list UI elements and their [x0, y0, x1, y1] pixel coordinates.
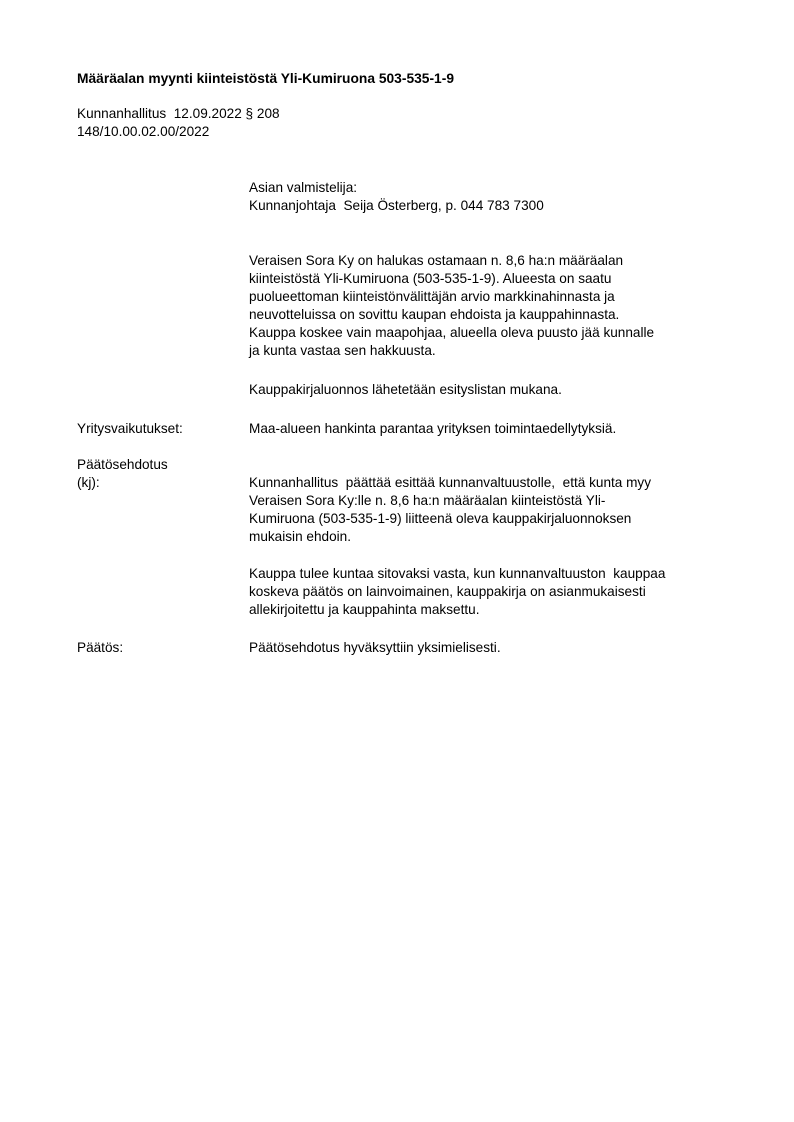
proposal-line: Kunnanhallitus päättää esittää kunnanvaltuustolle, että kunta myy — [249, 475, 652, 490]
document-title: Määräalan myynti kiinteistöstä Yli-Kumiruona 503-535-1-9 — [77, 71, 454, 86]
record-number: 148/10.00.02.00/2022 — [77, 124, 210, 139]
body-line: Veraisen Sora Ky on halukas ostamaan n. 8,6 ha:n määräalan — [249, 253, 624, 268]
proposal-label — [77, 456, 168, 492]
preparer-heading: Asian valmistelija: — [249, 180, 358, 195]
body-line: ja kunta vastaa sen hakkuusta. — [249, 343, 436, 358]
business-impact-line: Maa-alueen hankinta parantaa yrityksen toimintaedellytyksiä. — [249, 421, 617, 436]
body-line: kiinteistöstä Yli-Kumiruona (503-535-1-9). Alueesta on saatu — [249, 271, 612, 286]
body-line: neuvotteluissa on sovittu kaupan ehdoista ja kauppahinnasta. — [249, 307, 620, 322]
decision-label: Päätös: — [77, 640, 124, 655]
decision-text — [249, 639, 749, 657]
proposal-line: Veraisen Sora Ky:lle n. 8,6 ha:n määräalan kiinteistöstä Yli- — [249, 493, 606, 508]
proposal-line: mukaisin ehdoin. — [249, 529, 352, 544]
proposal-text — [249, 474, 749, 546]
body-line: Kauppa koskee vain maapohjaa, alueella oleva puusto jää kunnalle — [249, 325, 655, 340]
business-impact-text — [249, 420, 749, 438]
business-impact-label: Yritysvaikutukset: — [77, 421, 183, 436]
condition-paragraph — [249, 565, 749, 619]
body-paragraph — [249, 252, 749, 360]
condition-line: koskeva päätös on lainvoimainen, kauppakirja on asianmukaisesti — [249, 584, 646, 599]
meeting-reference: Kunnanhallitus 12.09.2022 § 208 — [77, 106, 280, 121]
meeting-meta — [77, 105, 280, 141]
proposal-line: Kumiruona (503-535-1-9) liitteenä oleva kauppakirjaluonnoksen — [249, 511, 632, 526]
decision-line: Päätösehdotus hyväksyttiin yksimielisesti. — [249, 640, 501, 655]
proposal-label-line: (kj): — [77, 475, 100, 490]
preparer-block — [249, 179, 749, 215]
preparer-name: Kunnanjohtaja Seija Österberg, p. 044 783 7300 — [249, 198, 544, 213]
attachment-note-text: Kauppakirjaluonnos lähetetään esityslistan mukana. — [249, 382, 562, 397]
condition-line: allekirjoitettu ja kauppahinta maksettu. — [249, 602, 480, 617]
body-line: puolueettoman kiinteistönvälittäjän arvio markkinahinnasta ja — [249, 289, 615, 304]
attachment-note — [249, 381, 749, 399]
proposal-label-line: Päätösehdotus — [77, 457, 168, 472]
condition-line: Kauppa tulee kuntaa sitovaksi vasta, kun kunnanvaltuuston kauppaa — [249, 566, 666, 581]
